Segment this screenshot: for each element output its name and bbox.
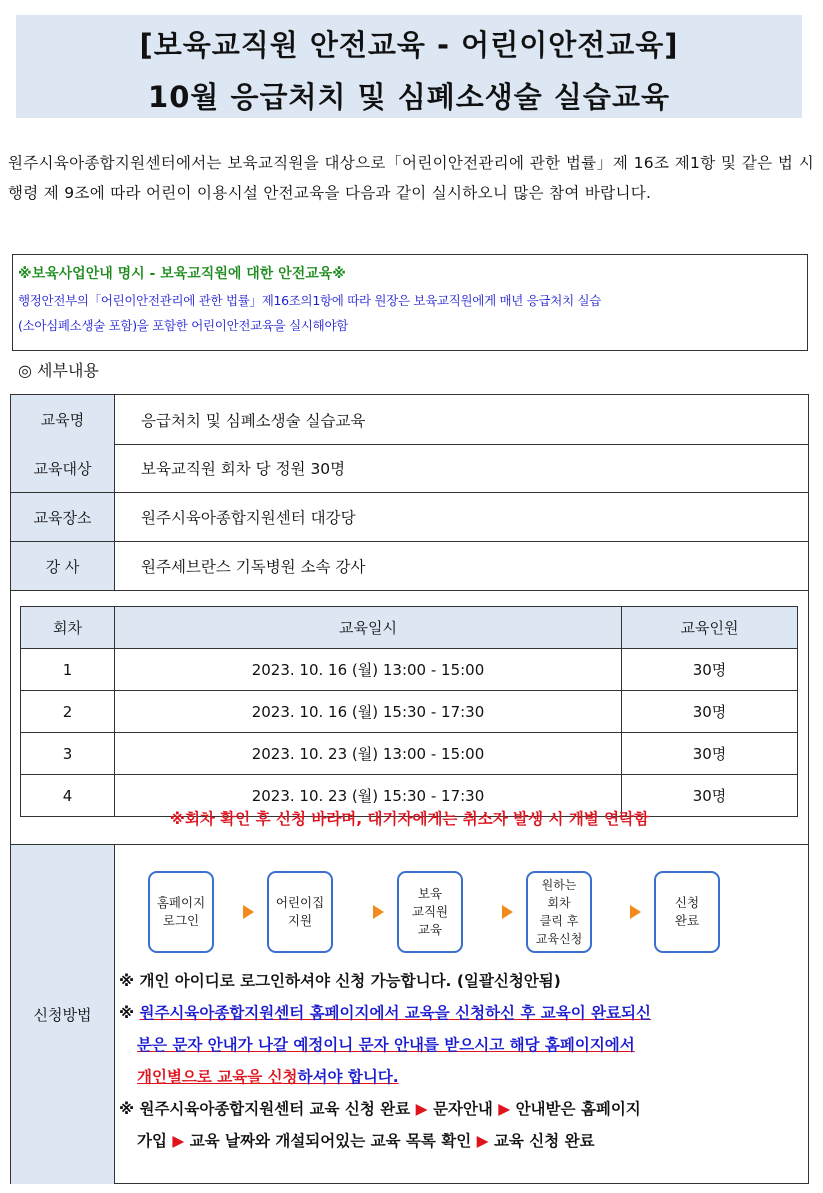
arrow-right-icon (630, 905, 641, 919)
intro-paragraph: 원주시육아종합지원센터에서는 보육교직원을 대상으로「어린이안전관리에 관한 법률」제 16조 제1항 및 같은 법 시행령 제 9조에 따라 어린이 이용시설 안전교육을 다음과 같이 실시하오니 많은 참여 바랍니다. (8, 154, 814, 202)
detail-value: 응급처치 및 심폐소생술 실습교육 (141, 411, 366, 430)
notice-box (12, 254, 808, 351)
note-text: 안내받은 홈페이지 (515, 1100, 641, 1118)
detail-row-instructor (11, 542, 808, 591)
schedule-header: 교육인원 (622, 607, 798, 649)
page-title-line2: 10월 응급처치 및 심폐소생술 실습교육 (148, 80, 670, 114)
notice-line2: (소아심폐소생술 포함)을 포함한 어린이안전교육을 실시해야함 (18, 318, 348, 333)
note-text: 분은 문자 안내가 나갈 예정이니 문자 안내를 받으시고 해당 홈페이지에서 (137, 1036, 635, 1054)
page-title-line1: [보육교직원 안전교육 - 어린이안전교육] (139, 28, 679, 62)
session-datetime: 2023. 10. 16 (월) 13:00 - 15:00 (115, 649, 622, 691)
table-row (21, 649, 798, 691)
apply-note-1: ※ 개인 아이디로 로그인하셔야 신청 가능합니다. (일괄신청안됨) (119, 972, 561, 990)
session-capacity: 30명 (622, 649, 798, 691)
schedule-header-row (21, 607, 798, 649)
note-text: 교육 날짜와 개설되어있는 교육 목록 확인 (189, 1132, 472, 1150)
step-label: 원하는 회차 클릭 후 교육신청 (535, 878, 583, 946)
apply-note-2b (119, 1029, 799, 1061)
session-datetime: 2023. 10. 23 (월) 13:00 - 15:00 (115, 733, 622, 775)
apply-note-2c (119, 1061, 799, 1093)
apply-note-4 (119, 1125, 799, 1157)
detail-label: 교육대상 (11, 444, 115, 492)
note-text-red: 개인별으로 교육을 신청 (137, 1068, 298, 1086)
session-number: 3 (21, 733, 115, 775)
session-number: 2 (21, 691, 115, 733)
arrow-right-icon (502, 905, 513, 919)
arrow-right-icon (373, 905, 384, 919)
table-row (21, 691, 798, 733)
note-text: 가입 (137, 1132, 167, 1150)
session-capacity: 30명 (622, 691, 798, 733)
step-staff-education (397, 871, 463, 953)
step-complete (654, 871, 720, 953)
detail-label: 강 사 (11, 542, 115, 590)
step-login (148, 871, 214, 953)
detail-value: 원주시육아종합지원센터 대강당 (141, 509, 356, 527)
apply-label: 신청방법 (11, 845, 115, 1184)
triangle-right-icon: ▶ (415, 1100, 428, 1118)
detail-row-target (11, 444, 808, 493)
step-select-session (526, 871, 592, 953)
arrow-right-icon (243, 905, 254, 919)
note-mark: ※ (119, 1004, 135, 1022)
note-text: 문자안내 (432, 1100, 493, 1118)
step-label: 홈페이지 로그인 (156, 895, 206, 928)
apply-section (11, 844, 808, 1184)
detail-table (10, 394, 809, 1184)
detail-value: 원주세브란스 기독병원 소속 강사 (141, 558, 366, 576)
triangle-right-icon: ▶ (476, 1132, 489, 1150)
apply-notes (119, 965, 799, 1157)
schedule-table (20, 606, 798, 817)
apply-note-3 (119, 1093, 799, 1125)
session-datetime: 2023. 10. 16 (월) 15:30 - 17:30 (115, 691, 622, 733)
schedule-header: 회차 (21, 607, 115, 649)
session-number: 4 (21, 775, 115, 817)
session-datetime: 2023. 10. 23 (월) 15:30 - 17:30 (115, 775, 622, 817)
note-text: 하셔야 합니다. (297, 1068, 399, 1086)
triangle-right-icon: ▶ (172, 1132, 185, 1150)
step-label: 보육 교직원 교육 (411, 886, 449, 937)
triangle-right-icon: ▶ (498, 1100, 511, 1118)
session-capacity: 30명 (622, 775, 798, 817)
note-text: ※ 원주시육아종합지원센터 교육 신청 완료 (119, 1100, 411, 1118)
detail-row-place (11, 493, 808, 542)
detail-label: 교육명 (11, 395, 115, 444)
schedule-note: ※회차 확인 후 신청 바라며, 대기자에게는 취소자 발생 시 개별 연락함 (169, 810, 650, 828)
section-title: ◎ 세부내용 (18, 361, 99, 380)
session-number: 1 (21, 649, 115, 691)
step-label: 어린이집 지원 (275, 895, 325, 928)
apply-note-2 (119, 997, 799, 1029)
table-row (21, 733, 798, 775)
notice-line1: 행정안전부의「어린이안전관리에 관한 법률」제16조의1항에 따라 원장은 보육교직원에게 매년 응급처치 실습 (18, 293, 602, 308)
note-text: 원주시육아종합지원센터 홈페이지에서 교육을 신청하신 후 교육이 완료되신 (139, 1004, 651, 1022)
notice-heading: ※보육사업안내 명시 - 보육교직원에 대한 안전교육※ (18, 266, 346, 282)
detail-row-name (11, 395, 808, 445)
detail-label: 교육장소 (11, 493, 115, 541)
step-daycare-support (267, 871, 333, 953)
title-banner (16, 15, 802, 118)
schedule-header: 교육일시 (115, 607, 622, 649)
step-label: 신청 완료 (674, 895, 700, 928)
session-capacity: 30명 (622, 733, 798, 775)
detail-value: 보육교직원 회차 당 정원 30명 (141, 460, 346, 478)
note-text: 교육 신청 완료 (493, 1132, 595, 1150)
